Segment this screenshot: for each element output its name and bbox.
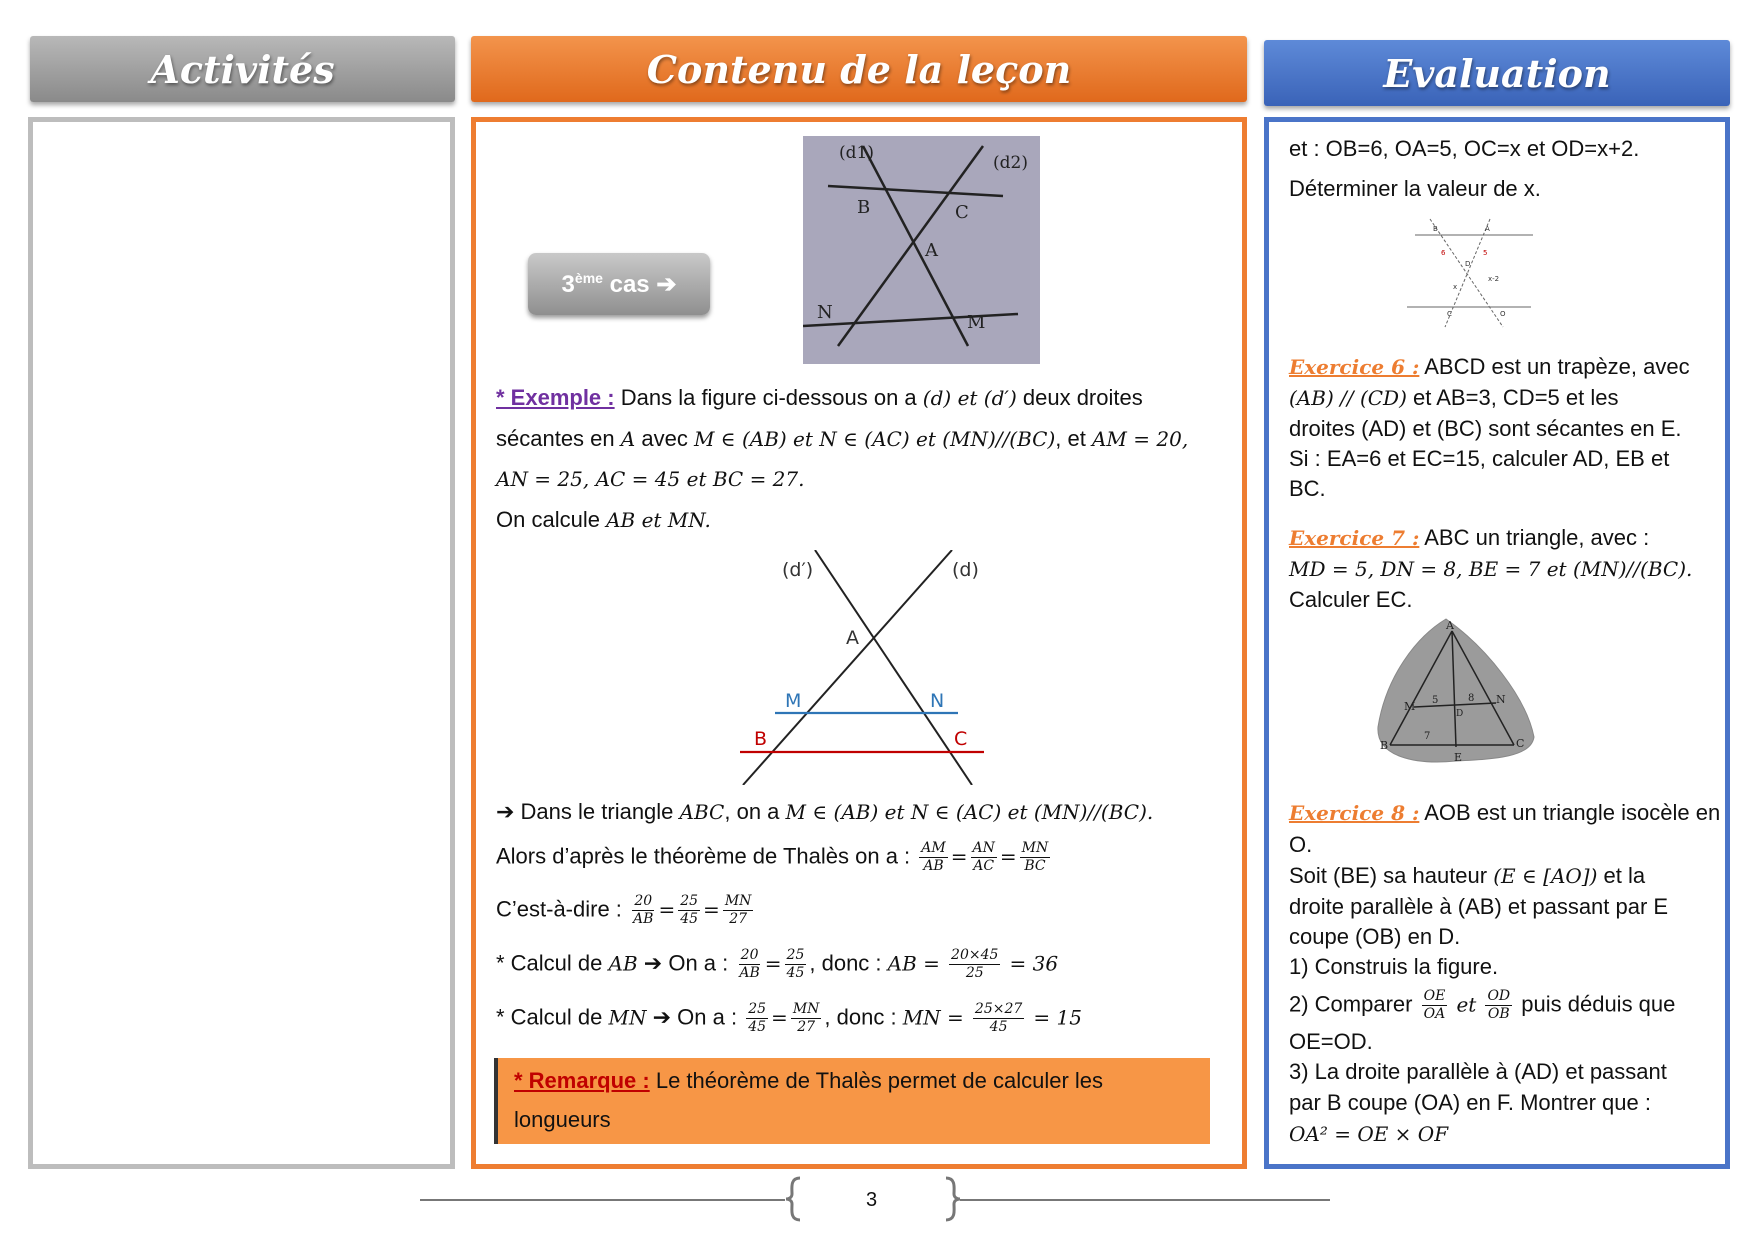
ex8-label: Exercice 8 : bbox=[1289, 801, 1420, 825]
fig1-label-a: A bbox=[925, 240, 938, 261]
eval-line-1: et : OB=6, OA=5, OC=x et OD=x+2. bbox=[1289, 136, 1640, 161]
case-label: 3ème cas ➔ bbox=[561, 269, 677, 298]
header-activites-label: Activités bbox=[150, 46, 335, 92]
step4-result: = 36 bbox=[1009, 951, 1059, 976]
fraction: $\frac{25}{45}$ bbox=[786, 947, 805, 981]
ex7-line-3: Calculer EC. bbox=[1289, 587, 1413, 612]
step1-math-b: M ∈ (AB) et N ∈ (AC) et (MN)//(BC). bbox=[785, 800, 1154, 824]
tri-label-b: B bbox=[1380, 739, 1389, 752]
ex8-line7-a: 2) Comparer bbox=[1289, 991, 1413, 1017]
ex6-text-2: et AB=3, CD=5 et les bbox=[1413, 385, 1619, 410]
example-line-2 bbox=[496, 423, 1188, 455]
step5-text-a: * Calcul de bbox=[496, 1004, 603, 1030]
ex6-line-2 bbox=[1289, 382, 1618, 414]
step2-text: Alors d’après le théorème de Thalès on a : bbox=[496, 843, 911, 869]
ex8-line-7 bbox=[1289, 988, 1675, 1023]
header-contenu bbox=[471, 36, 1247, 102]
panel-activites bbox=[28, 117, 455, 1169]
tri-label-7: 7 bbox=[1424, 731, 1431, 742]
figure-eval-triangle bbox=[1376, 617, 1536, 767]
ex8-line-4: droite parallèle à (AB) et passant par E bbox=[1289, 894, 1669, 919]
fig1-label-d2: (d2) bbox=[993, 153, 1028, 173]
footer-line-right bbox=[960, 1199, 1330, 1201]
step4-text-a: * Calcul de bbox=[496, 950, 603, 976]
eval-fig-label-a: A bbox=[1485, 225, 1490, 233]
step5-text-c: , donc : bbox=[824, 1004, 897, 1030]
case-button[interactable] bbox=[528, 253, 710, 315]
fraction: $\frac{25}{45}$ bbox=[748, 1001, 767, 1035]
fig1-label-d1: (d1) bbox=[839, 143, 874, 163]
fraction: $\frac{AN}{AC}$ bbox=[972, 840, 995, 874]
ex8-line-6: 1) Construis la figure. bbox=[1289, 954, 1499, 979]
remark-line-1 bbox=[514, 1065, 1103, 1096]
ex8-line11-math: OA² = OE × OF bbox=[1289, 1122, 1449, 1146]
remark-line-2: longueurs bbox=[514, 1107, 611, 1132]
fraction: $\frac{MN}{BC}$ bbox=[1021, 840, 1049, 874]
eval-fig-label-5: 5 bbox=[1483, 249, 1488, 257]
fig1-label-n: N bbox=[817, 302, 833, 323]
ex8-line3-b: et la bbox=[1603, 863, 1646, 888]
step1-text-b: , on a bbox=[724, 799, 780, 824]
ex6-line-5: BC. bbox=[1289, 476, 1326, 501]
example-text-2: deux droites bbox=[1022, 385, 1143, 410]
ex6-line-1 bbox=[1289, 351, 1690, 383]
example-line-1 bbox=[496, 382, 1143, 414]
figure-eval-small bbox=[1405, 217, 1535, 329]
eval-fig-label-d: D bbox=[1465, 260, 1471, 268]
ex8-line3-math: (E ∈ [AO]) bbox=[1493, 864, 1598, 888]
tri-label-c: C bbox=[1516, 737, 1525, 750]
line2-text-b: avec bbox=[641, 426, 688, 451]
remark-label: * Remarque : bbox=[514, 1068, 650, 1093]
ex8-line-10: par B coupe (OA) en F. Montrer que : bbox=[1289, 1090, 1651, 1115]
eval-fig-label-x2: x-2 bbox=[1488, 275, 1500, 283]
tri-label-e: E bbox=[1454, 751, 1463, 764]
footer-bracket-left bbox=[784, 1176, 802, 1222]
line4-text: On calcule bbox=[496, 507, 600, 532]
step5-result: = 15 bbox=[1033, 1005, 1082, 1030]
remark-box bbox=[494, 1058, 1210, 1144]
fig2-label-c: C bbox=[954, 728, 968, 750]
ex8-line-9: 3) La droite parallèle à (AD) et passant bbox=[1289, 1059, 1667, 1084]
ex8-line3-a: Soit (BE) sa hauteur bbox=[1289, 863, 1488, 888]
ex8-line-2: O. bbox=[1289, 832, 1313, 857]
fraction: $\frac{AM}{AB}$ bbox=[921, 840, 946, 874]
line4-math: AB et MN. bbox=[606, 508, 711, 532]
fraction: $\frac{25}{45}$ bbox=[680, 893, 699, 927]
step-5: * Calcul de MN ➔ On a : $\frac{25}{45}$ = $\frac{MN}{27}$ , donc : MN = $\frac{25\times 27}{45}$ = 15 bbox=[496, 1001, 1082, 1035]
ex7-text: ABC un triangle, avec : bbox=[1424, 525, 1650, 550]
fig2-label-dprime: (d′) bbox=[782, 559, 814, 581]
ex8-line-5: coupe (OB) en D. bbox=[1289, 924, 1461, 949]
ex8-line-11 bbox=[1289, 1118, 1448, 1150]
fraction: $\frac{MN}{27}$ bbox=[792, 1001, 820, 1035]
example-math-1: (d) et (d′) bbox=[922, 386, 1017, 410]
example-line-4 bbox=[496, 504, 711, 536]
step5-math-c: MN = bbox=[902, 1005, 964, 1030]
ex7-label: Exercice 7 : bbox=[1289, 526, 1420, 550]
step4-math-a: AB bbox=[608, 951, 638, 976]
header-contenu-label: Contenu de la leçon bbox=[646, 46, 1072, 92]
tri-label-a: A bbox=[1446, 619, 1454, 632]
fig1-label-c: C bbox=[955, 202, 969, 223]
fraction: $\frac{MN}{27}$ bbox=[724, 893, 752, 927]
eval-fig-label-6: 6 bbox=[1441, 249, 1446, 257]
line2-math-b: M ∈ (AB) et N ∈ (AC) et (MN)//(BC) bbox=[693, 427, 1056, 451]
footer-bracket-right bbox=[944, 1176, 962, 1222]
line2-math-c: AM = 20, bbox=[1091, 427, 1189, 451]
figure-thales-1 bbox=[803, 136, 1040, 364]
step1-text: ➔ Dans le triangle bbox=[496, 799, 674, 824]
fraction: $\frac{OD}{OB}$ bbox=[1487, 988, 1511, 1022]
step5-math-a: MN bbox=[608, 1005, 647, 1030]
fig2-label-d: (d) bbox=[952, 559, 979, 581]
ex8-line7-et: et bbox=[1456, 992, 1477, 1017]
tri-label-d: D bbox=[1456, 709, 1464, 719]
ex7-math: MD = 5, DN = 8, BE = 7 et (MN)//(BC). bbox=[1289, 557, 1693, 581]
eval-line-2: Déterminer la valeur de x. bbox=[1289, 176, 1541, 201]
ex7-line-2 bbox=[1289, 553, 1692, 585]
ex6-line-4: Si : EA=6 et EC=15, calculer AD, EB et bbox=[1289, 446, 1670, 471]
step1-math-a: ABC bbox=[679, 800, 725, 824]
header-activites bbox=[30, 36, 455, 102]
eval-fig-label-c: C bbox=[1447, 310, 1452, 318]
eval-fig-label-x: x bbox=[1453, 283, 1458, 291]
step3-text: C’est-à-dire : bbox=[496, 896, 622, 922]
fig2-label-b: B bbox=[754, 728, 768, 750]
line3-math: AN = 25, AC = 45 et BC = 27. bbox=[496, 467, 805, 491]
ex8-line-1 bbox=[1289, 797, 1720, 829]
tri-label-m: M bbox=[1404, 700, 1416, 713]
tri-label-5: 5 bbox=[1432, 695, 1439, 706]
step-1 bbox=[496, 796, 1153, 828]
ex6-line-3: droites (AD) et (BC) sont sécantes en E. bbox=[1289, 416, 1682, 441]
ex6-label: Exercice 6 : bbox=[1289, 355, 1420, 379]
fig2-label-m: M bbox=[785, 690, 802, 712]
step4-math-c: AB = bbox=[887, 951, 940, 976]
header-evaluation bbox=[1264, 40, 1730, 106]
step-3: C’est-à-dire : $\frac{20}{AB}$ = $\frac{25}{45}$ = $\frac{MN}{27}$ bbox=[496, 893, 752, 927]
line2-math-a: A bbox=[620, 427, 636, 451]
eval-fig-label-b: B bbox=[1433, 225, 1438, 233]
step4-text-b: ➔ On a : bbox=[643, 950, 729, 976]
fraction: $\frac{20}{AB}$ bbox=[633, 893, 654, 927]
example-label: * Exemple : bbox=[496, 385, 615, 410]
tri-label-n: N bbox=[1496, 693, 1506, 706]
ex8-line-8: OE=OD. bbox=[1289, 1029, 1373, 1054]
example-text-1: Dans la figure ci-dessous on a bbox=[620, 385, 917, 410]
fraction: $\frac{20}{AB}$ bbox=[739, 947, 760, 981]
example-line-3 bbox=[496, 463, 805, 495]
ex6-math: (AB) // (CD) bbox=[1289, 386, 1407, 410]
figure-thales-2 bbox=[740, 550, 990, 785]
remark-text-1: Le théorème de Thalès permet de calculer les bbox=[655, 1068, 1104, 1093]
fraction: $\frac{20\times 45}{25}$ bbox=[951, 947, 999, 981]
step-4: * Calcul de AB ➔ On a : $\frac{20}{AB}$ = $\frac{25}{45}$ , donc : AB = $\frac{20\times 45}{25}$ = 36 bbox=[496, 947, 1059, 981]
ex8-text: AOB est un triangle isocèle en bbox=[1424, 800, 1721, 825]
footer-line-left bbox=[420, 1199, 785, 1201]
fig2-label-n: N bbox=[930, 690, 945, 712]
header-evaluation-label: Evaluation bbox=[1383, 50, 1611, 96]
fraction: $\frac{OE}{OA}$ bbox=[1423, 988, 1446, 1022]
step5-text-b: ➔ On a : bbox=[652, 1004, 738, 1030]
page-number: 3 bbox=[866, 1189, 878, 1211]
line2-text-c: , et bbox=[1055, 426, 1086, 451]
line2-text-a: sécantes en bbox=[496, 426, 615, 451]
step4-text-c: , donc : bbox=[809, 950, 882, 976]
ex7-line-1 bbox=[1289, 522, 1649, 554]
ex8-line7-b: puis déduis que bbox=[1521, 991, 1676, 1017]
tri-label-8: 8 bbox=[1468, 693, 1475, 704]
fig2-label-a: A bbox=[846, 627, 859, 649]
step-2: Alors d’après le théorème de Thalès on a : $\frac{AM}{AB}$ = $\frac{AN}{AC}$ = $\frac{MN}{BC}$ bbox=[496, 840, 1049, 874]
ex6-text-1: ABCD est un trapèze, avec bbox=[1424, 354, 1690, 379]
ex8-line-3 bbox=[1289, 860, 1645, 892]
eval-fig-label-o: O bbox=[1500, 310, 1506, 318]
fraction: $\frac{25\times 27}{45}$ bbox=[974, 1001, 1023, 1035]
fig1-label-b: B bbox=[857, 197, 871, 218]
fig1-label-m: M bbox=[967, 312, 986, 333]
